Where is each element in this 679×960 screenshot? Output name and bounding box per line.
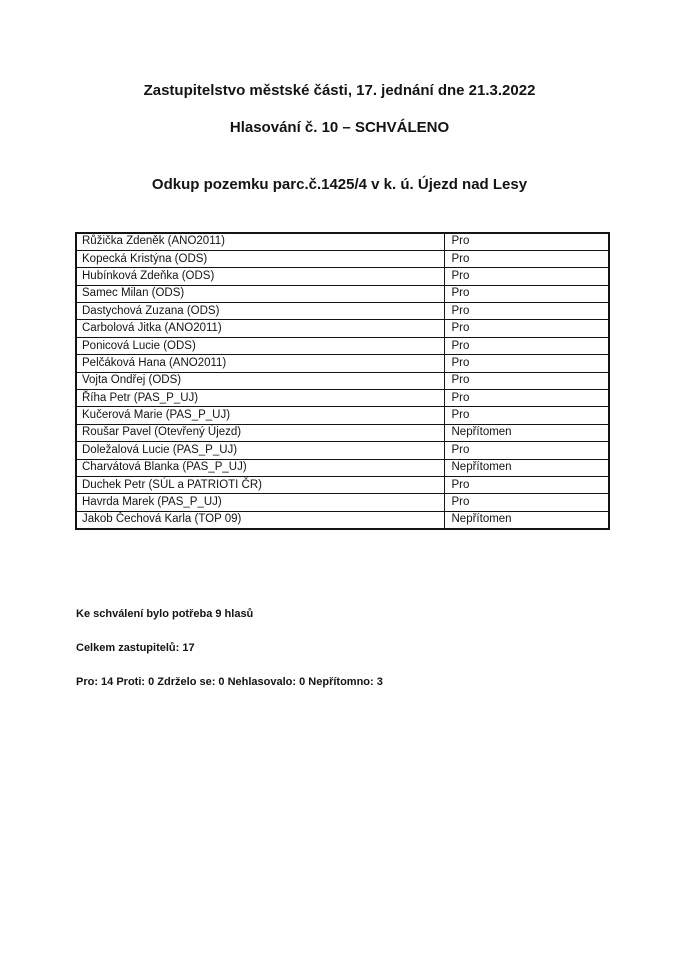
vote-table-body (76, 233, 609, 529)
table-row (76, 233, 609, 250)
member-name-cell: Dastychová Zuzana (ODS) (76, 303, 444, 320)
vote-value-cell: Pro (444, 390, 609, 407)
required-votes-line: Ke schválení bylo potřeba 9 hlasů (76, 608, 254, 620)
vote-value-cell: Pro (444, 285, 609, 302)
table-row (76, 494, 609, 511)
vote-result-title: Hlasování č. 10 – SCHVÁLENO (229, 119, 450, 136)
vote-value-cell: Pro (444, 407, 609, 424)
vote-value-cell: Pro (444, 268, 609, 285)
vote-subject: Odkup pozemku parc.č.1425/4 v k. ú. Újezd nad Lesy (151, 176, 528, 193)
vote-value-cell: Nepřítomen (444, 424, 609, 441)
table-row (76, 250, 609, 267)
vote-value-cell: Pro (444, 337, 609, 354)
results-line: Pro: 14 Proti: 0 Zdrželo se: 0 Nehlasovalo: 0 Nepřítomno: 3 (76, 676, 383, 688)
table-row (76, 476, 609, 493)
vote-value-cell: Pro (444, 233, 609, 250)
vote-value-cell: Pro (444, 442, 609, 459)
table-row (76, 303, 609, 320)
table-row (76, 459, 609, 476)
vote-value-cell: Pro (444, 355, 609, 372)
member-name-cell: Samec Milan (ODS) (76, 285, 444, 302)
member-name-cell: Charvátová Blanka (PAS_P_UJ) (76, 459, 444, 476)
table-row (76, 337, 609, 354)
vote-value-cell: Pro (444, 372, 609, 389)
table-row (76, 424, 609, 441)
table-row (76, 268, 609, 285)
member-name-cell: Pelčáková Hana (ANO2011) (76, 355, 444, 372)
table-row (76, 407, 609, 424)
member-name-cell: Hubínková Zdeňka (ODS) (76, 268, 444, 285)
vote-value-cell: Pro (444, 250, 609, 267)
vote-table (75, 232, 610, 530)
table-row (76, 442, 609, 459)
member-name-cell: Kopecká Kristýna (ODS) (76, 250, 444, 267)
table-row (76, 285, 609, 302)
member-name-cell: Duchek Petr (SÚL a PATRIOTI ČR) (76, 476, 444, 493)
vote-value-cell: Pro (444, 494, 609, 511)
vote-value-cell: Nepřítomen (444, 511, 609, 528)
table-row (76, 390, 609, 407)
member-name-cell: Doležalová Lucie (PAS_P_UJ) (76, 442, 444, 459)
member-name-cell: Ponicová Lucie (ODS) (76, 337, 444, 354)
vote-value-cell: Nepřítomen (444, 459, 609, 476)
vote-summary (76, 608, 596, 710)
member-name-cell: Havrda Marek (PAS_P_UJ) (76, 494, 444, 511)
total-members-line: Celkem zastupitelů: 17 (76, 642, 195, 654)
member-name-cell: Carbolová Jitka (ANO2011) (76, 320, 444, 337)
vote-value-cell: Pro (444, 320, 609, 337)
table-row (76, 372, 609, 389)
meeting-title: Zastupitelstvo městské části, 17. jednání dne 21.3.2022 (143, 82, 536, 99)
member-name-cell: Jakob Čechová Karla (TOP 09) (76, 511, 444, 528)
vote-value-cell: Pro (444, 476, 609, 493)
member-name-cell: Říha Petr (PAS_P_UJ) (76, 390, 444, 407)
table-row (76, 320, 609, 337)
member-name-cell: Roušar Pavel (Otevřený Újezd) (76, 424, 444, 441)
table-row (76, 355, 609, 372)
table-row (76, 511, 609, 528)
member-name-cell: Vojta Ondřej (ODS) (76, 372, 444, 389)
member-name-cell: Růžička Zdeněk (ANO2011) (76, 233, 444, 250)
member-name-cell: Kučerová Marie (PAS_P_UJ) (76, 407, 444, 424)
vote-value-cell: Pro (444, 303, 609, 320)
